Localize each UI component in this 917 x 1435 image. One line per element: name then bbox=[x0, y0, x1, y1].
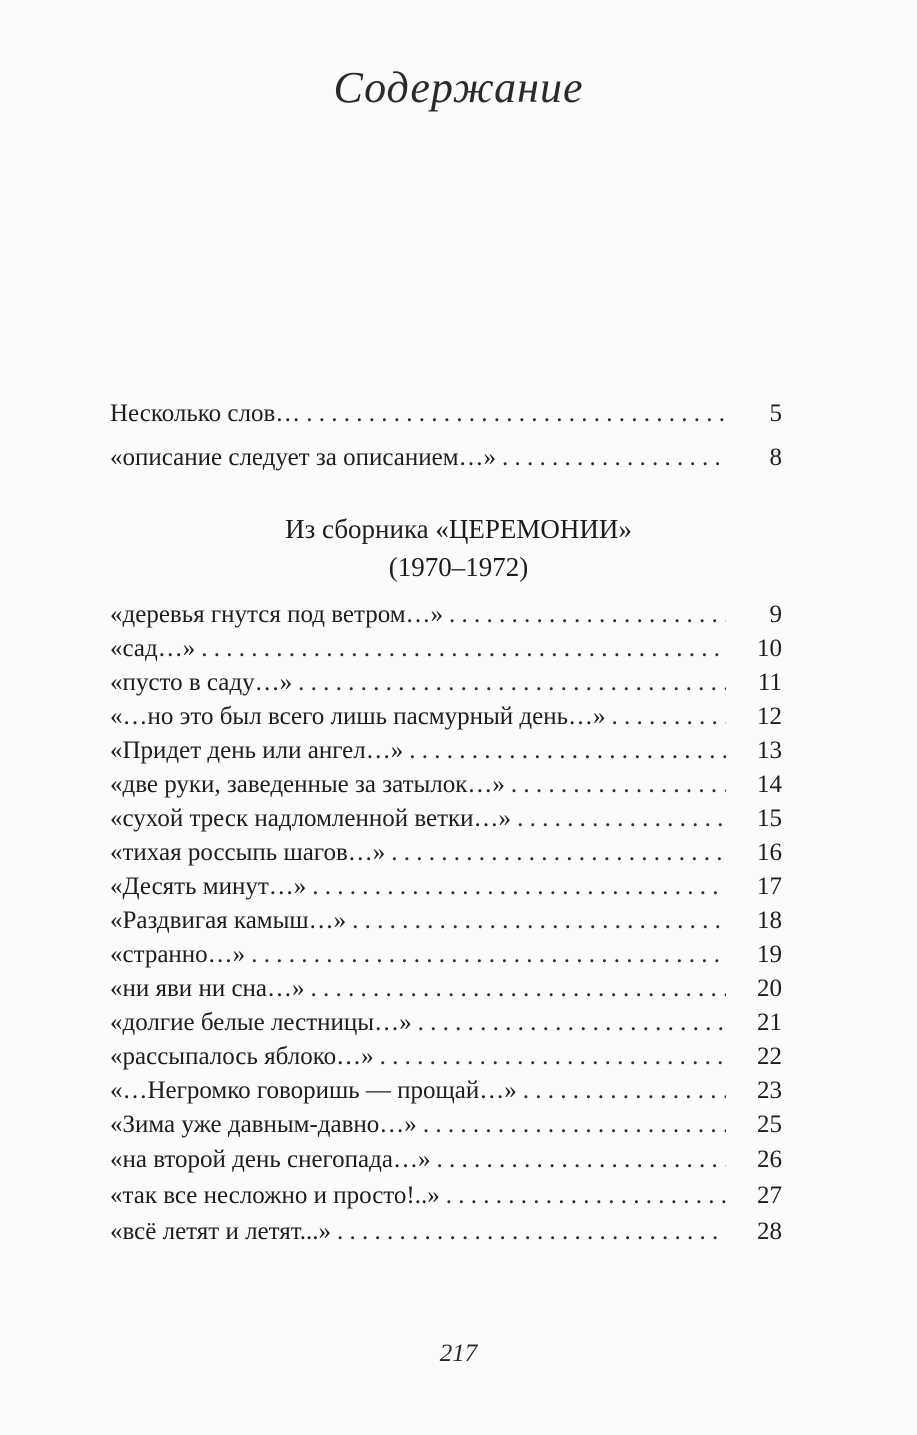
toc-entry bbox=[110, 904, 782, 938]
toc-entry-page: 25 bbox=[757, 1111, 782, 1138]
toc-leader-dots bbox=[446, 1178, 726, 1214]
toc-entry-page: 16 bbox=[757, 839, 782, 866]
toc-entry-page: 12 bbox=[757, 703, 782, 730]
toc-entry-page: 17 bbox=[757, 873, 782, 900]
toc-entry-page: 20 bbox=[757, 975, 782, 1002]
toc-leader-dots bbox=[523, 1074, 726, 1108]
toc-leader-dots bbox=[380, 1040, 726, 1074]
toc-entry-page: 13 bbox=[757, 737, 782, 764]
toc-leader-dots bbox=[418, 1006, 726, 1040]
toc-section-entries bbox=[110, 598, 782, 1250]
toc-leader-dots bbox=[409, 734, 726, 768]
toc-entry bbox=[110, 598, 782, 632]
toc-entry bbox=[110, 938, 782, 972]
toc-leader-dots bbox=[251, 938, 726, 972]
toc-entry-page: 18 bbox=[757, 907, 782, 934]
toc-entry bbox=[110, 972, 782, 1006]
toc-entry-label: «Раздвигая камыш…» bbox=[110, 907, 347, 934]
toc-entry-label: «долгие белые лестницы…» bbox=[110, 1009, 412, 1036]
toc-entry bbox=[110, 666, 782, 700]
toc-leader-dots bbox=[311, 972, 726, 1006]
toc-entry-page: 21 bbox=[757, 1009, 782, 1036]
toc-entry bbox=[110, 836, 782, 870]
toc-entry-page: 5 bbox=[769, 400, 782, 427]
toc-entry-label: Несколько слов… bbox=[110, 400, 301, 427]
toc-entry-label: «Зима уже давным-давно…» bbox=[110, 1111, 417, 1138]
toc-entry bbox=[110, 802, 782, 836]
page-number: 217 bbox=[439, 1340, 478, 1367]
toc-entry-label: «сад…» bbox=[110, 635, 196, 662]
toc-entry-page: 27 bbox=[757, 1182, 782, 1209]
toc-entry bbox=[110, 734, 782, 768]
toc-leader-dots bbox=[337, 1214, 726, 1250]
toc-entry bbox=[110, 436, 782, 480]
section-years: (1970–1972) bbox=[388, 552, 529, 582]
toc-leader-dots bbox=[298, 666, 726, 700]
toc-leader-dots bbox=[436, 1142, 726, 1178]
toc-leader-dots bbox=[312, 870, 726, 904]
toc-entry bbox=[110, 1074, 782, 1108]
toc-leader-dots bbox=[306, 392, 726, 436]
toc-entry-label: «деревья гнутся под ветром…» bbox=[110, 601, 444, 628]
toc-intro bbox=[110, 392, 782, 480]
toc-leader-dots bbox=[502, 436, 726, 480]
toc-leader-dots bbox=[423, 1108, 726, 1142]
toc-leader-dots bbox=[352, 904, 726, 938]
toc-entry-page: 11 bbox=[757, 669, 782, 696]
toc-entry-page: 14 bbox=[757, 771, 782, 798]
toc-leader-dots bbox=[511, 768, 726, 802]
toc-entry-page: 28 bbox=[757, 1218, 782, 1245]
toc-entry-label: «Десять минут…» bbox=[110, 873, 307, 900]
toc-entry-label: «всё летят и летят...» bbox=[110, 1218, 332, 1245]
toc-entry-page: 10 bbox=[757, 635, 782, 662]
toc-entry-label: «описание следует за описанием…» bbox=[110, 444, 497, 471]
toc-entry bbox=[110, 392, 782, 436]
toc-entry bbox=[110, 1142, 782, 1178]
toc-entry bbox=[110, 1108, 782, 1142]
toc-entry bbox=[110, 1178, 782, 1214]
toc-entry-label: «на второй день снегопада…» bbox=[110, 1146, 431, 1173]
section-heading: Из сборника «ЦЕРЕМОНИИ» bbox=[285, 514, 632, 544]
toc-entry bbox=[110, 768, 782, 802]
toc-entry-label: «…но это был всего лишь пасмурный день…» bbox=[110, 703, 606, 730]
toc-entry-label: «так все несложно и просто!..» bbox=[110, 1182, 440, 1209]
toc-entry-page: 8 bbox=[769, 444, 782, 471]
toc-entry bbox=[110, 1214, 782, 1250]
toc-entry-page: 23 bbox=[757, 1077, 782, 1104]
toc-entry bbox=[110, 632, 782, 666]
toc-entry-page: 19 bbox=[757, 941, 782, 968]
toc-entry-label: «тихая россыпь шагов…» bbox=[110, 839, 386, 866]
toc-leader-dots bbox=[449, 598, 726, 632]
toc-entry-page: 9 bbox=[769, 601, 782, 628]
toc-entry-page: 26 bbox=[757, 1146, 782, 1173]
toc-entry-label: «Придет день или ангел…» bbox=[110, 737, 404, 764]
toc-entry-page: 22 bbox=[757, 1043, 782, 1070]
toc-entry bbox=[110, 1040, 782, 1074]
toc-entry-label: «пусто в саду…» bbox=[110, 669, 293, 696]
toc-leader-dots bbox=[612, 700, 726, 734]
toc-entry bbox=[110, 700, 782, 734]
page-title: Содержание bbox=[333, 63, 584, 112]
toc-entry-label: «рассыпалось яблоко…» bbox=[110, 1043, 374, 1070]
toc-entry-label: «…Негромко говоришь — прощай…» bbox=[110, 1077, 517, 1104]
toc-entry bbox=[110, 870, 782, 904]
toc-entry-label: «сухой треск надломленной ветки…» bbox=[110, 805, 512, 832]
toc-leader-dots bbox=[391, 836, 726, 870]
toc-entry-label: «две руки, заведенные за затылок…» bbox=[110, 771, 505, 798]
toc-entry bbox=[110, 1006, 782, 1040]
toc-entry-label: «странно…» bbox=[110, 941, 246, 968]
toc-entry-page: 15 bbox=[757, 805, 782, 832]
toc-leader-dots bbox=[517, 802, 726, 836]
toc-entry-label: «ни яви ни сна…» bbox=[110, 975, 305, 1002]
toc-leader-dots bbox=[201, 632, 726, 666]
